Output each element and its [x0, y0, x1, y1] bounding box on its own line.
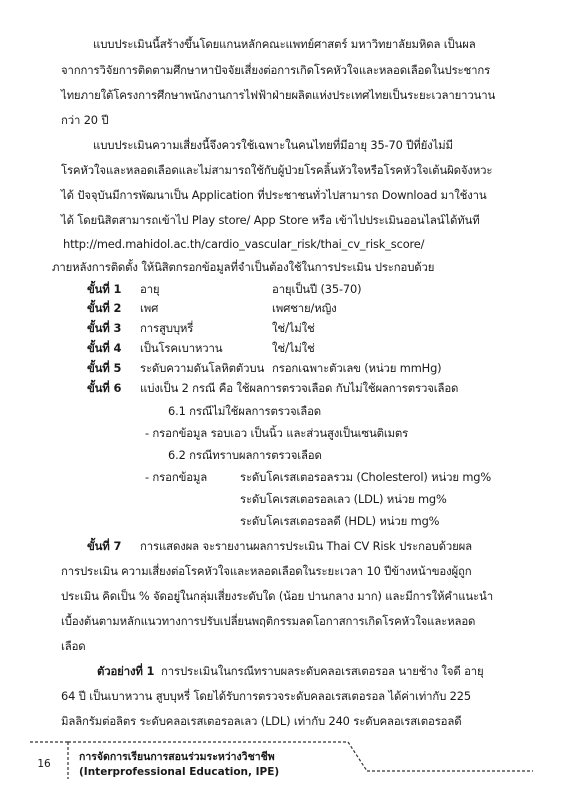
step-7-line-1: การแสดงผล จะรายงานผลการประเมิน Thai CV Risk ประกอบด้วยผล	[140, 539, 473, 553]
hdl-item: ระดับโคเรสเตอรอลดี (HDL) หน่วย mg%	[240, 514, 440, 528]
case-6-1-heading: 6.1 กรณีไม่ใช้ผลการตรวจเลือด	[168, 404, 322, 418]
step-1-value: อายุเป็นปี (35-70)	[272, 282, 362, 296]
step-1-text: อายุ	[140, 282, 160, 296]
case-6-1-detail: - กรอกข้อมูล รอบเอว เป็นนิ้ว และส่วนสูงเป็นเซนติเมตร	[145, 426, 409, 440]
case-6-2-prefix: - กรอกข้อมูล	[145, 470, 208, 484]
paragraph-2-line-3: ได้ ปัจจุบันมีการพัฒนาเป็น Application ที่ประชาชนทั่วไปสามารถ Download มาใช้งาน	[61, 188, 487, 202]
cholesterol-item: ระดับโคเรสเตอรอลรวม (Cholesterol) หน่วย mg%	[240, 470, 492, 484]
step-7-line-5: เลือด	[61, 639, 86, 653]
footer-title-thai: การจัดการเรียนการสอนร่วมระหว่างวิชาชีพ	[79, 751, 275, 763]
case-6-2-heading: 6.2 กรณีทราบผลการตรวจเลือด	[168, 448, 322, 462]
paragraph-2-line-4: ได้ โดยนิสิตสามารถเข้าไป Play store/ App Store หรือ เข้าไปประเมินออนไลน์ได้ทันที	[61, 213, 480, 227]
step-5-label: ขั้นที่ 5	[87, 361, 122, 375]
step-1-label: ขั้นที่ 1	[87, 282, 122, 296]
step-7-line-2: การประเมิน ความเสี่ยงต่อโรคหัวใจและหลอดเลือดในระยะเวลา 10 ปีข้างหน้าของผู้ถูก	[61, 564, 472, 578]
paragraph-1-line-2: จากการวิจัยการติดตามศึกษาหาปัจจัยเสี่ยงต่อการเกิดโรคหัวใจและหลอดเลือดในประชากร	[61, 63, 491, 77]
step-6-label: ขั้นที่ 6	[87, 381, 122, 395]
paragraph-1-line-1: แบบประเมินนี้สร้างขึ้นโดยแกนหลักคณะแพทย์ศาสตร์ มหาวิทยาลัยมหิดล เป็นผล	[93, 37, 476, 51]
step-4-text: เป็นโรคเบาหวาน	[140, 341, 223, 355]
assessment-url: http://med.mahidol.ac.th/cardio_vascular_risk/thai_cv_risk_score/	[63, 237, 425, 251]
page-number: 16	[37, 758, 51, 770]
step-4-value: ใช่/ไม่ใช่	[272, 341, 315, 355]
paragraph-2-line-6: ภายหลังการติดตั้ง ให้นิสิตกรอกข้อมูลที่จำเป็นต้องใช้ในการประเมิน ประกอบด้วย	[52, 260, 435, 274]
step-3-value: ใช่/ไม่ใช่	[272, 321, 315, 335]
example-1-line-2: 64 ปี เป็นเบาหวาน สูบบุหรี่ โดยได้รับการตรวจระดับคลอเรสเตอรอล ได้ค่าเท่ากับ 225	[61, 689, 471, 703]
footer-title-english: (Interprofessional Education, IPE)	[79, 766, 280, 778]
step-7-line-3: ประเมิน คิดเป็น % จัดอยู่ในกลุ่มเสี่ยงระดับใด (น้อย ปานกลาง มาก) และมีการให้คำแนะนำ	[61, 589, 494, 603]
paragraph-2-line-2: โรคหัวใจและหลอดเลือดและไม่สามารถใช้กับผู้ป่วยโรคลิ้นหัวใจหรือโรคหัวใจเต้นผิดจังหวะ	[61, 163, 493, 177]
paragraph-1-line-4: กว่า 20 ปี	[61, 113, 109, 127]
step-3-label: ขั้นที่ 3	[87, 321, 122, 335]
step-2-label: ขั้นที่ 2	[87, 301, 122, 315]
example-1-line-3: มิลลิกรัมต่อลิตร ระดับคลอเรสเตอรอลเลว (LDL) เท่ากับ 240 ระดับคลอเรสเตอรอลดี	[61, 714, 462, 728]
step-5-text: ระดับความดันโลหิตตัวบน	[140, 361, 265, 375]
paragraph-2-line-1: แบบประเมินความเสี่ยงนี้จึงควรใช้เฉพาะในคนไทยที่มีอายุ 35-70 ปีที่ยังไม่มี	[93, 138, 453, 152]
example-1-line-1: การประเมินในกรณีทราบผลระดับคลอเรสเตอรอล นายช้าง ใจดี อายุ	[161, 664, 484, 678]
example-1-label: ตัวอย่างที่ 1	[97, 664, 155, 678]
step-7-line-4: เบื้องต้นตามหลักแนวทางการปรับเปลี่ยนพฤติกรรมลดโอกาสการเกิดโรคหัวใจและหลอด	[61, 614, 476, 628]
step-6-text: แบ่งเป็น 2 กรณี คือ ใช้ผลการตรวจเลือด กับไม่ใช้ผลการตรวจเลือด	[140, 381, 459, 395]
paragraph-1-line-3: ไทยภายใต้โครงการศึกษาพนักงานการไฟฟ้าฝ่ายผลิตแห่งประเทศไทยเป็นระยะเวลายาวนาน	[61, 88, 496, 102]
step-2-text: เพศ	[140, 301, 159, 315]
ldl-item: ระดับโคเรสเตอรอลเลว (LDL) หน่วย mg%	[240, 492, 447, 506]
step-2-value: เพศชาย/หญิง	[272, 301, 337, 315]
step-4-label: ขั้นที่ 4	[87, 341, 122, 355]
step-3-text: การสูบบุหรี่	[140, 321, 194, 335]
step-5-value: กรอกเฉพาะตัวเลข (หน่วย mmHg)	[272, 361, 442, 375]
step-7-label: ขั้นที่ 7	[87, 539, 122, 553]
